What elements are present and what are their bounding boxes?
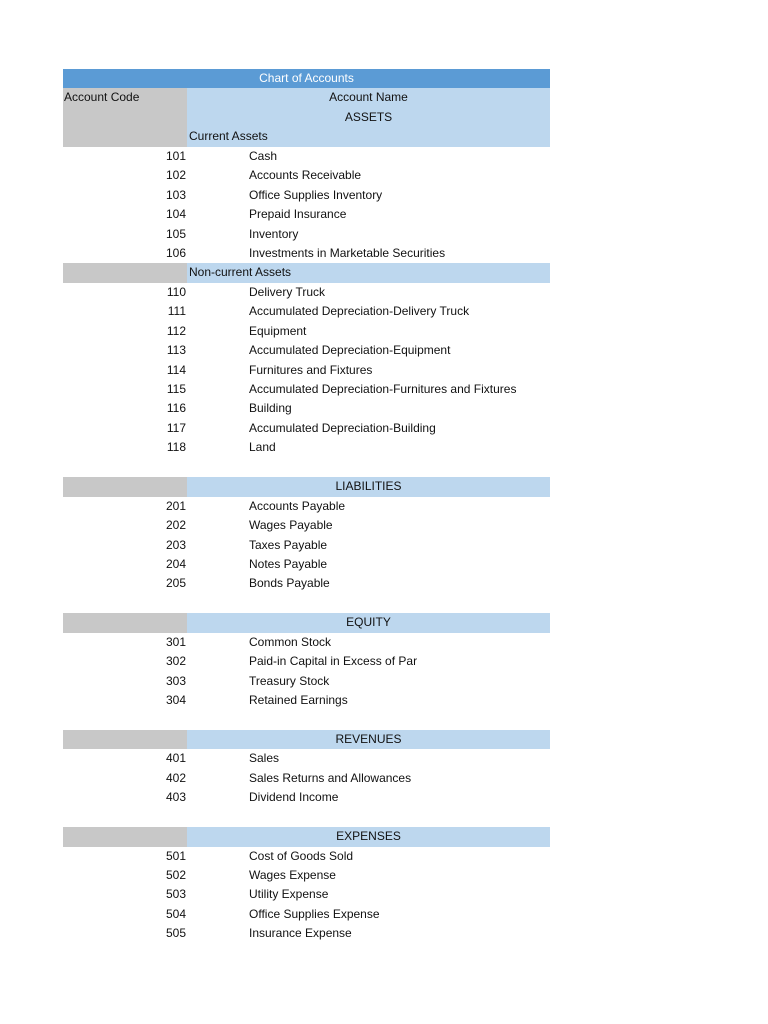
table-row [63, 380, 550, 399]
account-name: Accumulated Depreciation-Delivery Truck [249, 304, 470, 319]
spacer [63, 458, 550, 477]
table-row [63, 147, 550, 166]
table-row [63, 322, 550, 341]
gray-cell [63, 613, 187, 632]
account-name: Wages Expense [249, 867, 336, 882]
noncurrent-assets-row [63, 263, 550, 282]
account-code: 117 [166, 420, 186, 435]
account-code: 501 [165, 848, 186, 863]
account-code: 103 [165, 187, 186, 202]
account-code: 114 [166, 362, 186, 377]
table-row [63, 283, 550, 302]
account-name: Land [249, 440, 276, 455]
account-code: 402 [165, 770, 186, 785]
table-row [63, 749, 550, 768]
account-name: Prepaid Insurance [249, 207, 347, 222]
account-code: 203 [165, 537, 186, 552]
account-name: Cost of Goods Sold [249, 848, 354, 863]
account-name: Utility Expense [249, 887, 329, 902]
account-name: Bonds Payable [249, 576, 330, 591]
account-name: Building [249, 401, 292, 416]
account-code: 113 [166, 343, 186, 358]
account-name: Investments in Marketable Securities [249, 245, 446, 260]
section-heading-assets: ASSETS [187, 108, 550, 127]
gray-cell [63, 263, 187, 282]
table-row [63, 769, 550, 788]
account-name-header: Account Name [187, 88, 550, 107]
account-code: 115 [166, 382, 186, 397]
table-row [63, 866, 550, 885]
account-code: 301 [165, 634, 186, 649]
table-row [63, 672, 550, 691]
account-name: Taxes Payable [249, 537, 328, 552]
account-name: Office Supplies Inventory [249, 187, 383, 202]
account-name: Accumulated Depreciation-Furnitures and Fixtures [249, 382, 517, 397]
account-code: 102 [165, 168, 186, 183]
current-assets-list [63, 147, 550, 264]
table-row [63, 419, 550, 438]
account-code: 304 [165, 693, 186, 708]
account-name: Insurance Expense [249, 926, 352, 941]
spacer [63, 808, 550, 827]
revenues-list [63, 749, 550, 807]
section-heading-liabilities: LIABILITIES [187, 477, 550, 496]
account-code: 101 [165, 148, 186, 163]
account-name: Accumulated Depreciation-Equipment [249, 343, 451, 358]
account-name: Office Supplies Expense [249, 906, 380, 921]
noncurrent-assets-list [63, 283, 550, 458]
table-row [63, 885, 550, 904]
chart-of-accounts-table [63, 69, 550, 944]
account-name: Accumulated Depreciation-Building [249, 420, 436, 435]
expenses-list [63, 847, 550, 944]
table-row [63, 302, 550, 321]
account-name: Inventory [249, 226, 299, 241]
account-code-header-cell [63, 88, 187, 146]
table-row [63, 225, 550, 244]
revenues-heading-row [63, 730, 550, 749]
account-name: Notes Payable [249, 556, 328, 571]
liabilities-heading-row [63, 477, 550, 496]
account-code: 303 [165, 673, 186, 688]
account-code: 110 [166, 284, 186, 299]
account-name: Cash [249, 148, 278, 163]
account-code: 403 [165, 790, 186, 805]
gray-cell [63, 827, 187, 846]
account-code: 116 [166, 401, 186, 416]
table-row [63, 244, 550, 263]
section-heading-expenses: EXPENSES [187, 827, 550, 846]
account-name: Wages Payable [249, 518, 333, 533]
account-code: 106 [165, 245, 186, 260]
subsection-noncurrent-assets: Non-current Assets [187, 263, 550, 282]
table-row [63, 905, 550, 924]
table-row [63, 186, 550, 205]
account-name: Treasury Stock [249, 673, 330, 688]
table-row [63, 847, 550, 866]
table-row [63, 652, 550, 671]
table-row [63, 924, 550, 943]
account-code: 112 [166, 323, 186, 338]
account-name: Accounts Payable [249, 498, 346, 513]
account-code: 204 [165, 556, 186, 571]
account-code: 118 [166, 440, 186, 455]
table-row [63, 633, 550, 652]
table-row [63, 205, 550, 224]
table-row [63, 166, 550, 185]
table-title: Chart of Accounts [63, 69, 550, 88]
account-code: 105 [165, 226, 186, 241]
gray-cell [63, 477, 187, 496]
account-code: 503 [165, 887, 186, 902]
account-name: Dividend Income [249, 790, 339, 805]
account-code: 504 [165, 906, 186, 921]
account-name: Delivery Truck [249, 284, 326, 299]
section-heading-equity: EQUITY [187, 613, 550, 632]
account-code: 502 [165, 867, 186, 882]
table-row [63, 691, 550, 710]
header-block [63, 88, 550, 146]
equity-heading-row [63, 613, 550, 632]
spacer [63, 594, 550, 613]
account-name: Accounts Receivable [249, 168, 362, 183]
table-row [63, 555, 550, 574]
liabilities-list [63, 497, 550, 594]
table-row [63, 361, 550, 380]
account-name: Common Stock [249, 634, 332, 649]
account-name: Retained Earnings [249, 693, 348, 708]
expenses-heading-row [63, 827, 550, 846]
subsection-current-assets: Current Assets [187, 127, 550, 146]
account-code: 505 [165, 926, 186, 941]
account-code: 205 [165, 576, 186, 591]
account-code: 302 [165, 654, 186, 669]
account-name: Sales [249, 751, 280, 766]
table-row [63, 516, 550, 535]
table-row [63, 536, 550, 555]
table-row [63, 788, 550, 807]
equity-list [63, 633, 550, 711]
table-row [63, 341, 550, 360]
table-row [63, 497, 550, 516]
account-code: 401 [165, 751, 186, 766]
account-name: Furnitures and Fixtures [249, 362, 373, 377]
account-name: Equipment [249, 323, 307, 338]
account-code: 111 [167, 304, 186, 319]
account-code: 201 [165, 498, 186, 513]
table-row [63, 574, 550, 593]
account-code-header: Account Code [64, 90, 140, 105]
gray-cell [63, 730, 187, 749]
spacer [63, 710, 550, 729]
account-code: 202 [165, 518, 186, 533]
account-name: Sales Returns and Allowances [249, 770, 412, 785]
table-row [63, 438, 550, 457]
account-name: Paid-in Capital in Excess of Par [249, 654, 418, 669]
account-code: 104 [165, 207, 186, 222]
section-heading-revenues: REVENUES [187, 730, 550, 749]
table-row [63, 399, 550, 418]
